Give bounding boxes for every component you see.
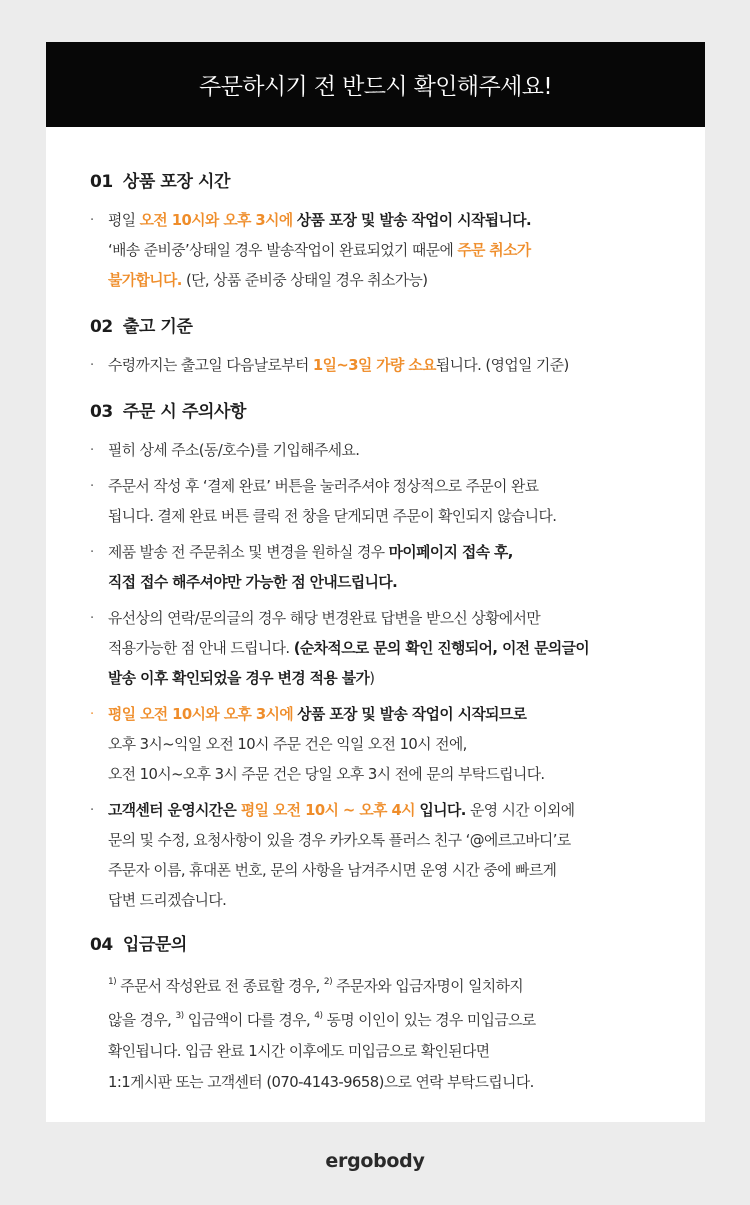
section-03 — [90, 401, 705, 916]
item-line — [108, 236, 705, 266]
text-run: 평일 — [108, 212, 140, 229]
notice-card — [46, 42, 705, 1122]
item-line — [108, 730, 705, 760]
text-run: 입금액이 다를 경우, — [183, 1011, 315, 1029]
payment-line — [108, 1067, 705, 1098]
text-run: 답변 드리겠습니다. — [108, 892, 227, 909]
footnote-marker: 1) — [108, 977, 117, 987]
section-title — [90, 316, 705, 338]
section-02 — [90, 316, 705, 381]
bullet-dot: · — [90, 545, 94, 560]
item-line — [108, 856, 705, 886]
item-line — [108, 502, 705, 532]
list-item — [90, 472, 705, 532]
footer — [0, 1150, 750, 1172]
text-run: 확인됩니다. 입금 완료 1시간 이후에도 미입금으로 확인된다면 — [108, 1042, 490, 1060]
item-line — [108, 886, 705, 916]
text-run: 필히 상세 주소(동/호수)를 기입해주세요. — [108, 442, 360, 459]
text-run: 유선상의 연락/문의글의 경우 해당 변경완료 답변을 받으신 상황에서만 — [108, 610, 541, 627]
section-heading: 입금문의 — [122, 935, 187, 955]
section-title — [90, 171, 705, 193]
text-run: ) — [369, 670, 375, 687]
bold-text: 발송 이후 확인되었을 경우 변경 적용 불가 — [108, 670, 370, 687]
bullet-list — [90, 351, 705, 381]
bullet-dot: · — [90, 611, 94, 626]
notice-header — [46, 42, 705, 127]
page-title: 주문하시기 전 반드시 확인해주세요! — [198, 74, 553, 100]
item-line — [108, 826, 705, 856]
item-line — [108, 760, 705, 790]
payment-line — [108, 1002, 705, 1036]
bold-text: 입니다. — [414, 802, 466, 819]
text-run: 적용가능한 점 안내 드립니다. — [108, 640, 294, 657]
highlight-text: 1일~3일 가량 소요 — [312, 357, 436, 374]
item-line — [108, 436, 705, 466]
bullet-dot: · — [90, 479, 94, 494]
payment-line — [108, 968, 705, 1002]
text-run: (단, 상품 준비중 상태일 경우 취소가능) — [181, 272, 428, 289]
section-number: 04 — [90, 935, 113, 955]
footnote-marker: 3) — [175, 1010, 184, 1021]
highlight-text: 평일 오전 10시와 오후 3시에 — [108, 706, 294, 723]
text-run: 주문서 작성 후 ‘결제 완료’ 버튼을 눌러주셔야 정상적으로 주문이 완료 — [108, 478, 539, 495]
item-line — [108, 538, 705, 568]
section-number: 02 — [90, 317, 113, 337]
brand-logo: ergobody — [325, 1150, 425, 1172]
item-line — [108, 472, 705, 502]
bullet-list — [90, 436, 705, 916]
text-run: 됩니다. (영업일 기준) — [435, 357, 569, 374]
section-heading: 주문 시 주의사항 — [122, 402, 247, 422]
section-title — [90, 934, 705, 956]
item-line — [108, 568, 705, 598]
list-item — [90, 351, 705, 381]
item-line — [108, 700, 705, 730]
text-run: 문의 및 수정, 요청사항이 있을 경우 카카오톡 플러스 친구 ‘@에르고바디’로 — [108, 832, 571, 849]
item-line — [108, 266, 705, 296]
text-run: 동명 이인이 있는 경우 미입금으로 — [322, 1011, 536, 1029]
item-line — [108, 796, 705, 826]
text-run: 주문자 이름, 휴대폰 번호, 문의 사항을 남겨주시면 운영 시간 중에 빠르게 — [108, 862, 557, 879]
bold-text: (순차적으로 문의 확인 진행되어, 이전 문의글이 — [293, 640, 590, 657]
payment-notice — [90, 968, 705, 1098]
text-run: 주문자와 입금자명이 일치하지 — [332, 977, 524, 995]
highlight-text: 평일 오전 10시 ~ 오후 4시 — [240, 802, 415, 819]
bullet-dot: · — [90, 443, 94, 458]
footnote-marker: 4) — [314, 1010, 323, 1021]
item-line — [108, 206, 705, 236]
bold-text: 상품 포장 및 발송 작업이 시작되므로 — [297, 706, 527, 723]
bold-text: 직접 접수 해주셔야만 가능한 점 안내드립니다. — [108, 574, 398, 591]
bullet-dot: · — [90, 213, 94, 228]
text-run: 됩니다. 결제 완료 버튼 클릭 전 창을 닫게되면 주문이 확인되지 않습니다. — [108, 508, 557, 525]
text-run: 제품 발송 전 주문취소 및 변경을 원하실 경우 — [108, 544, 389, 561]
item-line — [108, 634, 705, 664]
highlight-text: 주문 취소가 — [457, 242, 531, 259]
item-line — [108, 604, 705, 634]
text-run: 운영 시간 이외에 — [465, 802, 575, 819]
footnote-marker: 2) — [323, 977, 333, 987]
list-item — [90, 796, 705, 916]
text-run: 수령까지는 출고일 다음날로부터 — [108, 357, 313, 374]
section-heading: 상품 포장 시간 — [122, 172, 231, 192]
list-item — [90, 436, 705, 466]
list-item — [90, 538, 705, 598]
item-line — [108, 351, 705, 381]
bullet-dot: · — [90, 358, 94, 373]
list-item — [90, 604, 705, 694]
list-item — [90, 206, 705, 296]
bullet-list — [90, 206, 705, 296]
bullet-dot: · — [90, 707, 94, 722]
text-run: 오후 3시~익일 오전 10시 주문 건은 익일 오전 10시 전에, — [108, 736, 467, 753]
text-run: 1:1게시판 또는 고객센터 (070-4143-9658)으로 연락 부탁드립니다. — [108, 1073, 534, 1091]
section-number: 01 — [90, 172, 113, 192]
bullet-dot: · — [90, 803, 94, 818]
section-heading: 출고 기준 — [122, 317, 193, 337]
section-04 — [90, 934, 705, 1098]
highlight-text: 오전 10시와 오후 3시에 — [139, 212, 293, 229]
section-title — [90, 401, 705, 423]
highlight-text: 불가합니다. — [108, 272, 182, 289]
list-item — [90, 700, 705, 790]
text-run: ‘배송 준비중’상태일 경우 발송작업이 완료되었기 때문에 — [108, 242, 458, 259]
bold-text: 상품 포장 및 발송 작업이 시작됩니다. — [296, 212, 532, 229]
text-run: 않을 경우, — [108, 1011, 176, 1029]
section-number: 03 — [90, 402, 113, 422]
text-run: 주문서 작성완료 전 종료할 경우, — [116, 977, 324, 995]
payment-line — [108, 1036, 705, 1067]
bold-text: 마이페이지 접속 후, — [388, 544, 513, 561]
item-line — [108, 664, 705, 694]
notice-content — [46, 127, 705, 1098]
text-run: 오전 10시~오후 3시 주문 건은 당일 오후 3시 전에 문의 부탁드립니다. — [108, 766, 545, 783]
section-01 — [90, 171, 705, 296]
bold-text: 고객센터 운영시간은 — [108, 802, 241, 819]
